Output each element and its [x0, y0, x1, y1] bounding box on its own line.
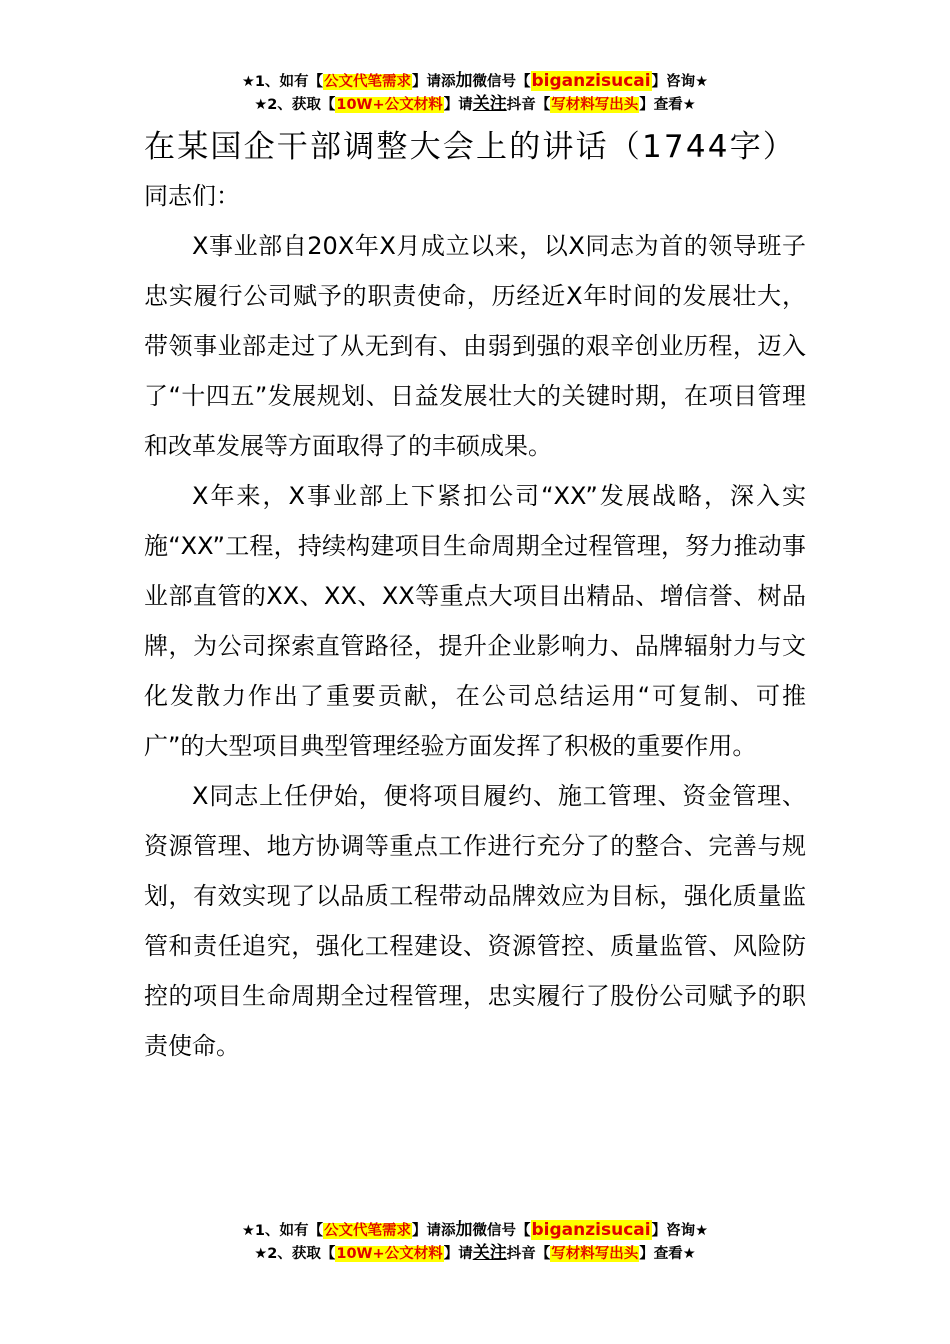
promo-highlight: 10W+公文材料 [336, 1246, 443, 1262]
promo-line-1 [0, 70, 950, 93]
document-title: 在某国企干部调整大会上的讲话（1744字） [144, 129, 797, 165]
promo-text: ★2、获取【 [254, 1246, 336, 1262]
promo-highlight: 10W+公文材料 [336, 97, 443, 113]
promo-douyin-id: 写材料写出头 [551, 1246, 639, 1262]
promo-banner-bottom [0, 1219, 950, 1265]
promo-highlight: 公文代笔需求 [324, 1223, 412, 1239]
promo-wechat-id: biganzisucai [531, 71, 651, 91]
promo-line-2 [0, 93, 950, 116]
promo-banner-top [0, 70, 950, 116]
promo-text: ★2、获取【 [254, 97, 336, 113]
promo-text: 】请 [443, 1246, 473, 1262]
promo-text: 】请 [443, 97, 473, 113]
promo-text: 】请添 [412, 74, 456, 90]
promo-text: ★1、如有【 [241, 74, 324, 90]
salutation: 同志们： [144, 182, 240, 210]
promo-text: 抖音【 [506, 1246, 551, 1262]
promo-emphasis: 关注 [472, 1243, 507, 1263]
promo-text: 】咨询★ [651, 74, 709, 90]
paragraph-1: X事业部自20X年X月成立以来，以X同志为首的领导班子忠实履行公司赋予的职责使命，历经近X年时间的发展壮大，带领事业部走过了从无到有、由弱到强的艰辛创业历程，迈入了“十四五”发展规划、日益发展壮大的关键时期，在项目管理和改革发展等方面取得了的丰硕成果。 [144, 232, 806, 460]
promo-douyin-id: 写材料写出头 [551, 97, 639, 113]
promo-highlight: 公文代笔需求 [324, 74, 412, 90]
paragraph-3: X同志上任伊始，便将项目履约、施工管理、资金管理、资源管理、地方协调等重点工作进行充分了的整合、完善与规划，有效实现了以品质工程带动品牌效应为目标，强化质量监管和责任追究，强化工程建设、资源管控、质量监管、风险防控的项目生命周期全过程管理，忠实履行了股份公司赋予的职责使命。 [144, 782, 806, 1060]
promo-line-2 [0, 1242, 950, 1265]
promo-text: 抖音【 [506, 97, 551, 113]
promo-emphasis: 加 [455, 71, 473, 91]
promo-line-1 [0, 1219, 950, 1242]
paragraph-2: X年来，X事业部上下紧扣公司“XX”发展战略，深入实施“XX”工程，持续构建项目生命周期全过程管理，努力推动事业部直管的XX、XX、XX等重点大项目出精品、增信誉、树品牌，为公司探索直管路径，提升企业影响力、品牌辐射力与文化发散力作出了重要贡献，在公司总结运用“可复制、可推广”的大型项目典型管理经验方面发挥了积极的重要作用。 [144, 482, 806, 760]
promo-text: 微信号【 [472, 1223, 531, 1239]
promo-text: ★1、如有【 [241, 1223, 324, 1239]
promo-text: 】咨询★ [651, 1223, 709, 1239]
promo-text: 】查看★ [639, 97, 696, 113]
promo-emphasis: 加 [455, 1220, 473, 1240]
promo-wechat-id: biganzisucai [531, 1220, 651, 1240]
promo-text: 微信号【 [472, 74, 531, 90]
promo-text: 】请添 [412, 1223, 456, 1239]
document-body [144, 124, 806, 1071]
promo-text: 】查看★ [639, 1246, 696, 1262]
promo-emphasis: 关注 [472, 94, 507, 114]
